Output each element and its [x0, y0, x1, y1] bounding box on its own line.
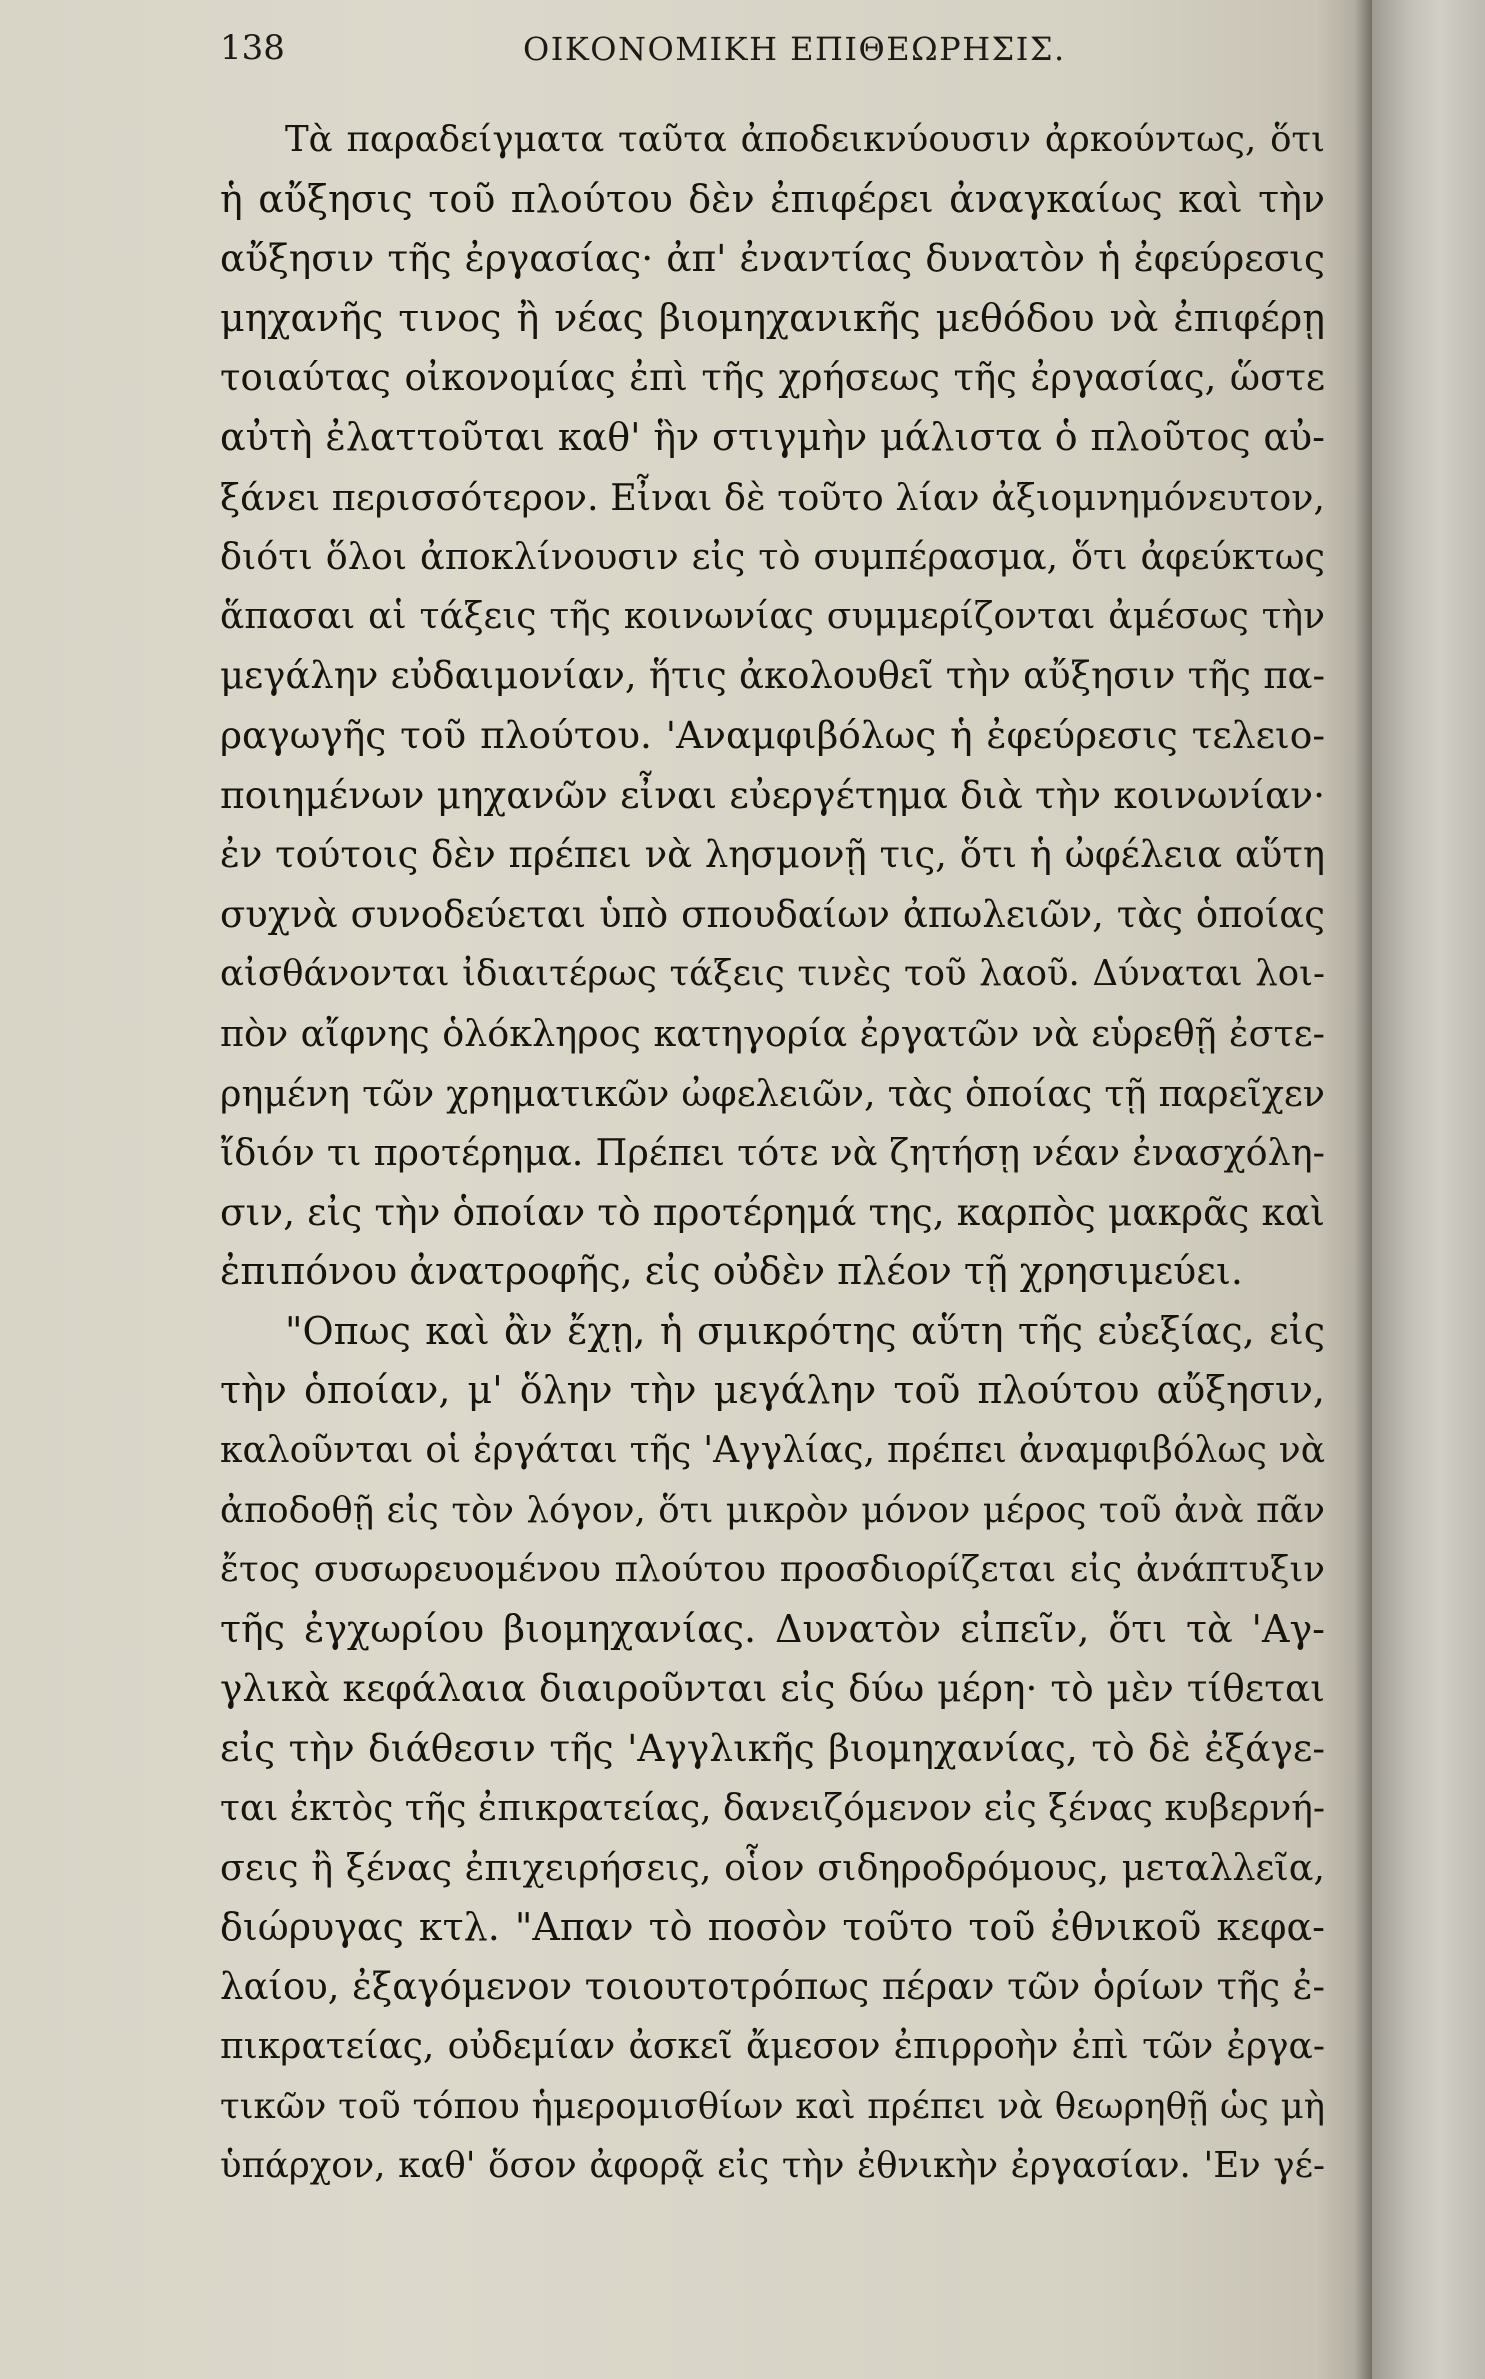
text-line: μεγάλην εὐδαιμονίαν, ἥτις ἀκολουθεῖ τὴν αὔξησιν τῆς πα-	[220, 654, 1325, 698]
text-line: ποιημένων μηχανῶν εἶναι εὐεργέτημα διὰ τὴν κοινωνίαν·	[220, 772, 1325, 817]
text-line: διότι ὅλοι ἀποκλίνουσιν εἰς τὸ συμπέρασμα, ὅτι ἀφεύκτως	[220, 535, 1325, 579]
text-line: καλοῦνται οἱ ἐργάται τῆς 'Αγγλίας, πρέπει ἀναμφιβόλως νὰ	[220, 1430, 1325, 1472]
text-line: ἐν τούτοις δὲν πρέπει νὰ λησμονῇ τις, ὅτι ἡ ὠφέλεια αὕτη	[220, 833, 1325, 877]
text-line: λαίου, ἐξαγόμενον τοιουτοτρόπως πέραν τῶν ὁρίων τῆς ἐ-	[220, 1965, 1325, 2009]
body-text	[220, 110, 1325, 2196]
text-line: αἰσθάνονται ἰδιαιτέρως τάξεις τινὲς τοῦ λαοῦ. Δύναται λοι-	[220, 953, 1325, 995]
text-line: ἡ αὔξησις τοῦ πλούτου δὲν ἐπιφέρει ἀναγκαίως καὶ τὴν	[220, 176, 1325, 221]
text-line: Τὰ παραδείγματα ταῦτα ἀποδεικνύουσιν ἀρκούντως, ὅτι	[285, 119, 1325, 160]
text-line: αὔξησιν τῆς ἐργασίας· ἀπ' ἐναντίας δυνατὸν ἡ ἐφεύρεσις	[220, 236, 1325, 281]
text-line: πὸν αἴφνης ὁλόκληρος κατηγορία ἐργατῶν νὰ εὑρεθῇ ἐστε-	[220, 1011, 1325, 1055]
text-line: ἅπασαι αἱ τάξεις τῆς κοινωνίας συμμερίζονται ἀμέσως τὴν	[220, 595, 1325, 637]
text-line: τὴν ὁποίαν, μ' ὅλην τὴν μεγάλην τοῦ πλούτου αὔξησιν,	[220, 1368, 1325, 1413]
text-line: ὑπάρχον, καθ' ὅσον ἀφορᾷ εἰς τὴν ἐθνικὴν ἐργασίαν. 'Εν γέ-	[220, 2145, 1325, 2187]
text-line: "Οπως καὶ ἂν ἔχῃ, ἡ σμικρότης αὕτη τῆς εὐεξίας, εἰς	[285, 1308, 1325, 1353]
text-line: τικῶν τοῦ τόπου ἡμερομισθίων καὶ πρέπει νὰ θεωρηθῇ ὡς μὴ	[220, 2085, 1325, 2127]
text-line: συχνὰ συνοδεύεται ὑπὸ σπουδαίων ἀπωλειῶν, τὰς ὁποίας	[220, 892, 1325, 936]
text-line: γλικὰ κεφάλαια διαιροῦνται εἰς δύω μέρη· τὸ μὲν τίθεται	[220, 1666, 1325, 1711]
text-line: σιν, εἰς τὴν ὁποίαν τὸ προτέρημά της, καρπὸς μακρᾶς καὶ	[220, 1189, 1325, 1234]
text-line: ραγωγῆς τοῦ πλούτου. 'Αναμφιβόλως ἡ ἐφεύρεσις τελειο-	[220, 712, 1325, 757]
text-line: ἔτος συσωρευομένου πλούτου προσδιορίζεται εἰς ἀνάπτυξιν	[220, 1549, 1325, 1591]
text-line: ἴδιόν τι προτέρημα. Πρέπει τότε νὰ ζητήσῃ νέαν ἐνασχόλη-	[220, 1131, 1325, 1175]
text-line: σεις ἢ ξένας ἐπιχειρήσεις, οἷον σιδηροδρόμους, μεταλλεῖα,	[220, 1846, 1325, 1890]
page-number: 138	[220, 28, 285, 68]
text-line: ξάνει περισσότερον. Εἶναι δὲ τοῦτο λίαν ἀξιομνημόνευτον,	[220, 475, 1325, 519]
text-line: διώρυγας κτλ. "Απαν τὸ ποσὸν τοῦτο τοῦ ἐθνικοῦ κεφα-	[220, 1904, 1325, 1949]
book-gutter	[1372, 0, 1485, 2379]
text-line: αὐτὴ ἐλαττοῦται καθ' ἣν στιγμὴν μάλιστα ὁ πλοῦτος αὐ-	[220, 414, 1325, 459]
text-line: ται ἐκτὸς τῆς ἐπικρατείας, δανειζόμενον εἰς ξένας κυβερνή-	[220, 1787, 1326, 1829]
text-line: ρημένη τῶν χρηματικῶν ὠφελειῶν, τὰς ὁποίας τῇ παρεῖχεν	[220, 1071, 1325, 1115]
text-line: πικρατείας, οὐδεμίαν ἀσκεῖ ἄμεσον ἐπιρροὴν ἐπὶ τῶν ἐργα-	[220, 2026, 1325, 2067]
text-line: ἀποδοθῇ εἰς τὸν λόγον, ὅτι μικρὸν μόνον μέρος τοῦ ἀνὰ πᾶν	[220, 1489, 1325, 1531]
text-line: ἐπιπόνου ἀνατροφῆς, εἰς οὐδὲν πλέον τῇ χρησιμεύει.	[220, 1249, 1243, 1294]
running-title: ΟΙΚΟΝΟΜΙΚΗ ΕΠΙΘΕΩΡΗΣΙΣ.	[523, 30, 1066, 68]
page-header	[220, 28, 1320, 84]
text-line: μηχανῆς τινος ἢ νέας βιομηχανικῆς μεθόδου νὰ ἐπιφέρῃ	[220, 295, 1325, 340]
text-line: τοιαύτας οἰκονομίας ἐπὶ τῆς χρήσεως τῆς ἐργασίας, ὥστε	[220, 356, 1325, 400]
text-line: τῆς ἐγχωρίου βιομηχανίας. Δυνατὸν εἰπεῖν, ὅτι τὰ 'Αγ-	[220, 1606, 1325, 1651]
text-line: εἰς τὴν διάθεσιν τῆς 'Αγγλικῆς βιομηχανίας, τὸ δὲ ἐξάγε-	[220, 1726, 1325, 1771]
